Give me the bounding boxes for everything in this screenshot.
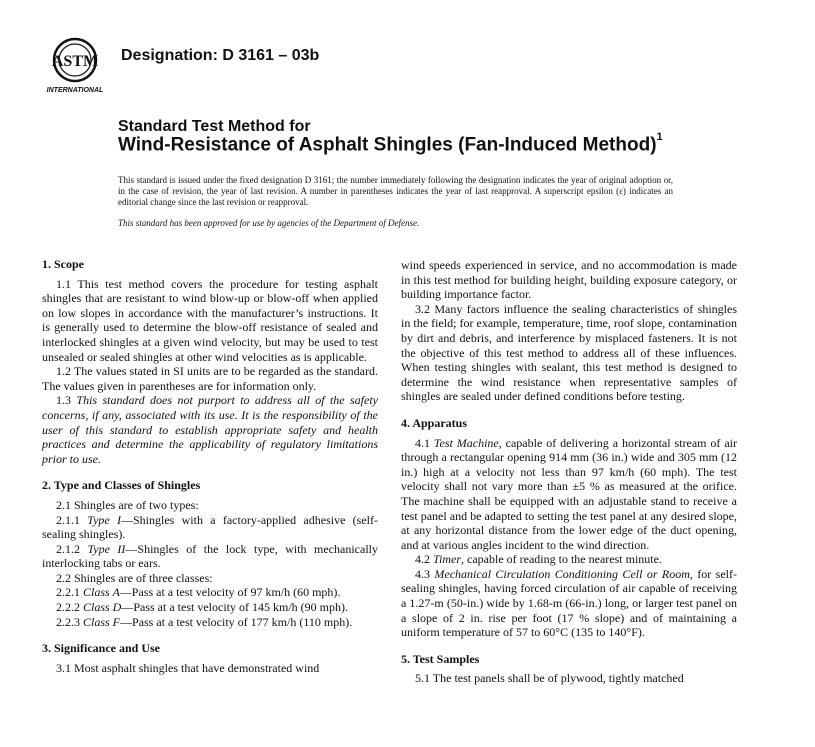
logo-subtext: INTERNATIONAL xyxy=(46,87,104,94)
para-4-1 xyxy=(401,436,737,553)
para-4-3 xyxy=(401,567,737,640)
para-4-2-number: 4.2 xyxy=(415,552,433,567)
para-4-2-text: , capable of reading to the nearest minute. xyxy=(461,552,662,567)
astm-logo xyxy=(43,36,111,94)
para-1-3 xyxy=(42,393,378,466)
para-2-2-3-term: Class F xyxy=(83,614,121,629)
para-2-2-1-term: Class A xyxy=(83,585,120,600)
para-2-2-2-text: —Pass at a test velocity of 145 km/h (90 mph). xyxy=(121,600,348,615)
para-1-2: 1.2 The values stated in SI units are to be regarded as the standard. The values given in parentheses are for information only. xyxy=(42,364,378,393)
para-2-1-1-number: 2.1.1 xyxy=(56,512,88,527)
para-2-1: 2.1 Shingles are of two types: xyxy=(56,497,199,512)
para-2-2: 2.2 Shingles are of three classes: xyxy=(56,570,213,585)
para-2-2-1 xyxy=(42,585,378,600)
left-column xyxy=(42,257,378,675)
section-heading-significance: 3. Significance and Use xyxy=(42,641,161,656)
para-4-2-term: Timer xyxy=(433,552,462,567)
para-3-1-start: 3.1 Most asphalt shingles that have demonstrated wind xyxy=(56,660,320,675)
para-1-3-number: 1.3 xyxy=(56,393,77,408)
para-4-1-text: , capable of delivering a horizontal stream of air through a rectangular opening 914 mm (36 in.) wide and 305 mm (12 in.) high at a velocity not less than 97 km/h (60 mph). The test velocity shall not vary more than ±5 % as measured at the orifice. The machine shall be equipped with an adjustable stand to receive a test panel and be adapted to setting the test panel at any desired slope, at any horizontal distance from the lower edge of the duct opening, and at various angles incident to the wind direction. xyxy=(401,435,737,552)
para-4-3-term: Mechanical Circulation Conditioning Cell or Room xyxy=(434,566,690,581)
section-heading-samples: 5. Test Samples xyxy=(401,651,480,666)
para-2-1-2-number: 2.1.2 xyxy=(56,541,88,556)
para-3-1-continued: wind speeds experienced in service, and no accommodation is made in this test method for building height, building exposure category, or building importance factor. xyxy=(401,258,737,302)
para-4-3-text: , for self-sealing shingles, having forced circulation of air capable of receiving a 1.27-m (50-in.) wide by 1.68-m (66-in.) long, or larger test panel on a slope of 2 in. rise per foot (17 % slope) and of maintaining a uniform temperature of 57 to 60°C (135 to 140°F). xyxy=(401,566,737,640)
logo-text: ASTM xyxy=(51,53,99,70)
para-4-1-term: Test Machine xyxy=(433,435,499,450)
para-1-3-text: This standard does not purport to address all of the safety concerns, if any, associated with its use. It is the responsibility of the user of this standard to establish appropriate safety and health practices and determine the applicability of regulatory limitations prior to use. xyxy=(42,393,378,466)
title-main: Wind-Resistance of Asphalt Shingles (Fan-Induced Method) xyxy=(118,134,657,156)
para-2-1-1-text: —Shingles with a factory-applied adhesive (self-sealing shingles). xyxy=(42,512,378,542)
para-3-2: 3.2 Many factors influence the sealing characteristics of shingles in the field; for example, temperature, time, roof slope, contamination by dirt and debris, and interference by misplaced fasteners. It is not the objective of this test method to address all of these influences. When testing shingles with sealant, this test method is designed to determine the wind resistance when representative samples of shingles are sealed under defined conditions before testing. xyxy=(401,301,737,404)
section-heading-types: 2. Type and Classes of Shingles xyxy=(42,478,201,493)
para-2-1-1 xyxy=(42,513,378,542)
para-4-3-number: 4.3 xyxy=(415,566,435,581)
para-2-2-1-number: 2.2.1 xyxy=(56,585,83,600)
designation: Designation: D 3161 – 03b xyxy=(121,47,320,64)
para-5-1: 5.1 The test panels shall be of plywood, tightly matched xyxy=(415,671,684,686)
para-2-1-1-term: Type I xyxy=(87,512,121,527)
section-heading-apparatus: 4. Apparatus xyxy=(401,415,468,430)
para-2-1-2-term: Type II xyxy=(87,541,126,556)
para-4-2 xyxy=(401,552,737,567)
para-2-2-2-term: Class D xyxy=(83,600,122,615)
para-2-2-1-text: —Pass at a test velocity of 97 km/h (60 mph). xyxy=(119,585,341,600)
section-heading-scope: 1. Scope xyxy=(42,257,84,271)
para-2-1-2 xyxy=(42,542,378,571)
title-line-2 xyxy=(118,131,663,156)
para-2-2-2 xyxy=(42,600,378,615)
para-4-1-number: 4.1 xyxy=(415,435,434,450)
para-1-1: 1.1 This test method covers the procedure for testing asphalt shingles that are resistant to wind blow-up or blow-off when applied on low slopes in accordance with the manufacturer’s instructions. It is generally used to determine the blow-off resistance of sealed and interlocked shingles at a given wind velocity, but may be used to test unsealed or sealed shingles at other wind velocities as is applicable. xyxy=(42,276,378,364)
title-line-1: Standard Test Method for xyxy=(118,118,311,135)
right-column xyxy=(401,258,737,686)
para-2-2-3-text: —Pass at a test velocity of 177 km/h (110 mph). xyxy=(120,614,353,629)
para-2-2-3-number: 2.2.3 xyxy=(56,614,83,629)
issuance-note: This standard is issued under the fixed designation D 3161; the number immediately following the designation indicates the year of original adoption or, in the case of revision, the year of last revision. A number in parentheses indicates the year of last reapproval. A superscript epsilon (ε) indicates an editorial change since the last revision or reapproval. xyxy=(118,175,673,207)
para-2-2-2-number: 2.2.2 xyxy=(56,600,83,615)
title-footnote-mark: 1 xyxy=(656,131,663,143)
approval-note: This standard has been approved for use by agencies of the Department of Defense. xyxy=(118,218,420,228)
para-2-1-2-text: —Shingles of the lock type, with mechanically interlocking tabs or ears. xyxy=(42,541,378,571)
para-2-2-3 xyxy=(42,615,378,630)
